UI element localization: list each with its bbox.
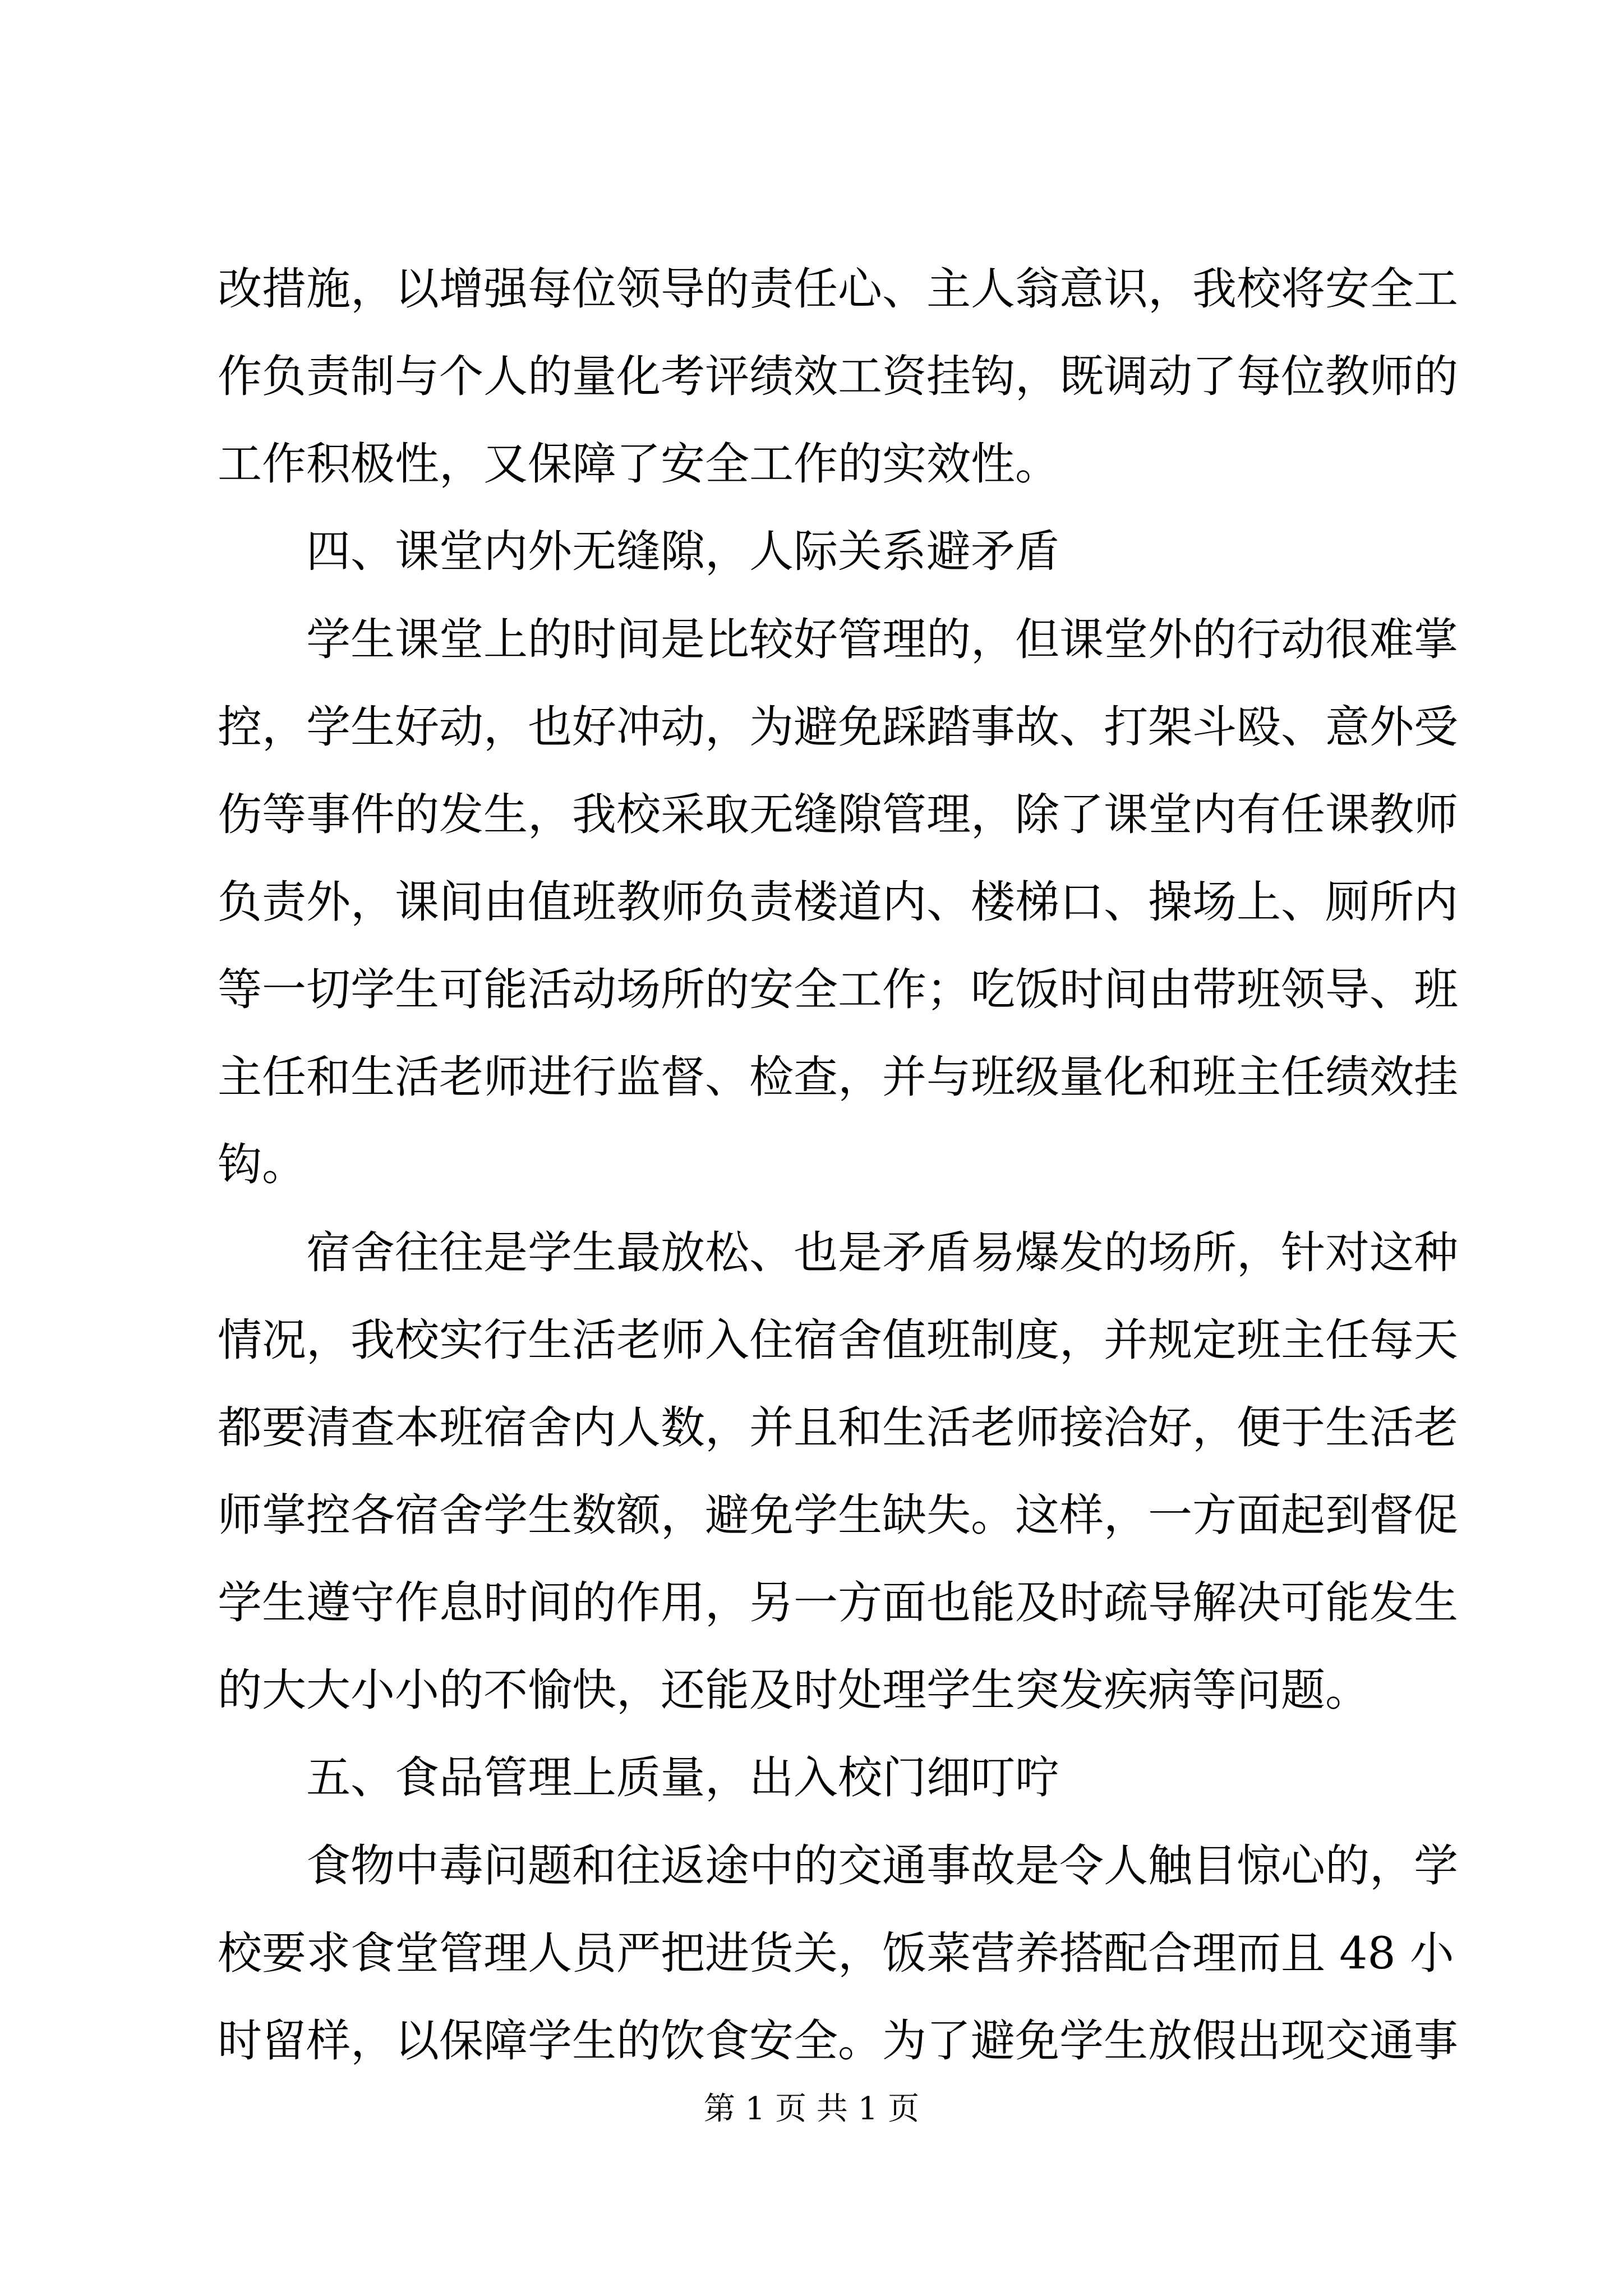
- text-line: 控，学生好动，也好冲动，为避免踩踏事故、打架斗殴、意外受: [218, 701, 1458, 753]
- text-line: 学生课堂上的时间是比较好管理的，但课堂外的行动很难掌: [306, 614, 1458, 665]
- text-line: 负责外，课间由值班教师负责楼道内、楼梯口、操场上、厕所内: [218, 876, 1458, 928]
- text-line: 都要清查本班宿舍内人数，并且和生活老师接洽好，便于生活老: [218, 1402, 1458, 1453]
- text-line: 校要求食堂管理人员严把进货关，饭菜营养搭配合理而且 48 小: [218, 1927, 1454, 1979]
- text-line: 食物中毒问题和往返途中的交通事故是令人触目惊心的，学: [306, 1840, 1458, 1892]
- text-line: 的大大小小的不愉快，还能及时处理学生突发疾病等问题。: [218, 1664, 1370, 1716]
- text-line: 学生遵守作息时间的作用，另一方面也能及时疏导解决可能发生: [218, 1577, 1458, 1628]
- text-line: 等一切学生可能活动场所的安全工作；吃饭时间由带班领导、班: [218, 964, 1458, 1015]
- text-line: 宿舍往往是学生最放松、也是矛盾易爆发的场所，针对这种: [306, 1227, 1458, 1278]
- text-line: 情况，我校实行生活老师入住宿舍值班制度，并规定班主任每天: [218, 1314, 1458, 1366]
- text-line: 时留样，以保障学生的饮食安全。为了避免学生放假出现交通事: [218, 2015, 1458, 2067]
- section-heading: 五、食品管理上质量，出入校门细叮咛: [306, 1752, 1059, 1803]
- text-line: 改措施，以增强每位领导的责任心、主人翁意识，我校将安全工: [218, 263, 1458, 315]
- text-line: 师掌控各宿舍学生数额，避免学生缺失。这样，一方面起到督促: [218, 1489, 1458, 1541]
- text-line: 伤等事件的发生，我校采取无缝隙管理，除了课堂内有任课教师: [218, 789, 1458, 840]
- text-line: 主任和生活老师进行监督、检查，并与班级量化和班主任绩效挂: [218, 1051, 1458, 1103]
- section-heading: 四、课堂内外无缝隙，人际关系避矛盾: [306, 526, 1059, 577]
- text-line: 钩。: [218, 1139, 306, 1190]
- text-line: 工作积极性，又保障了安全工作的实效性。: [218, 438, 1059, 490]
- text-line: 作负责制与个人的量化考评绩效工资挂钩，既调动了每位教师的: [218, 351, 1458, 402]
- page-number-footer: 第 1 页 共 1 页: [703, 2091, 920, 2127]
